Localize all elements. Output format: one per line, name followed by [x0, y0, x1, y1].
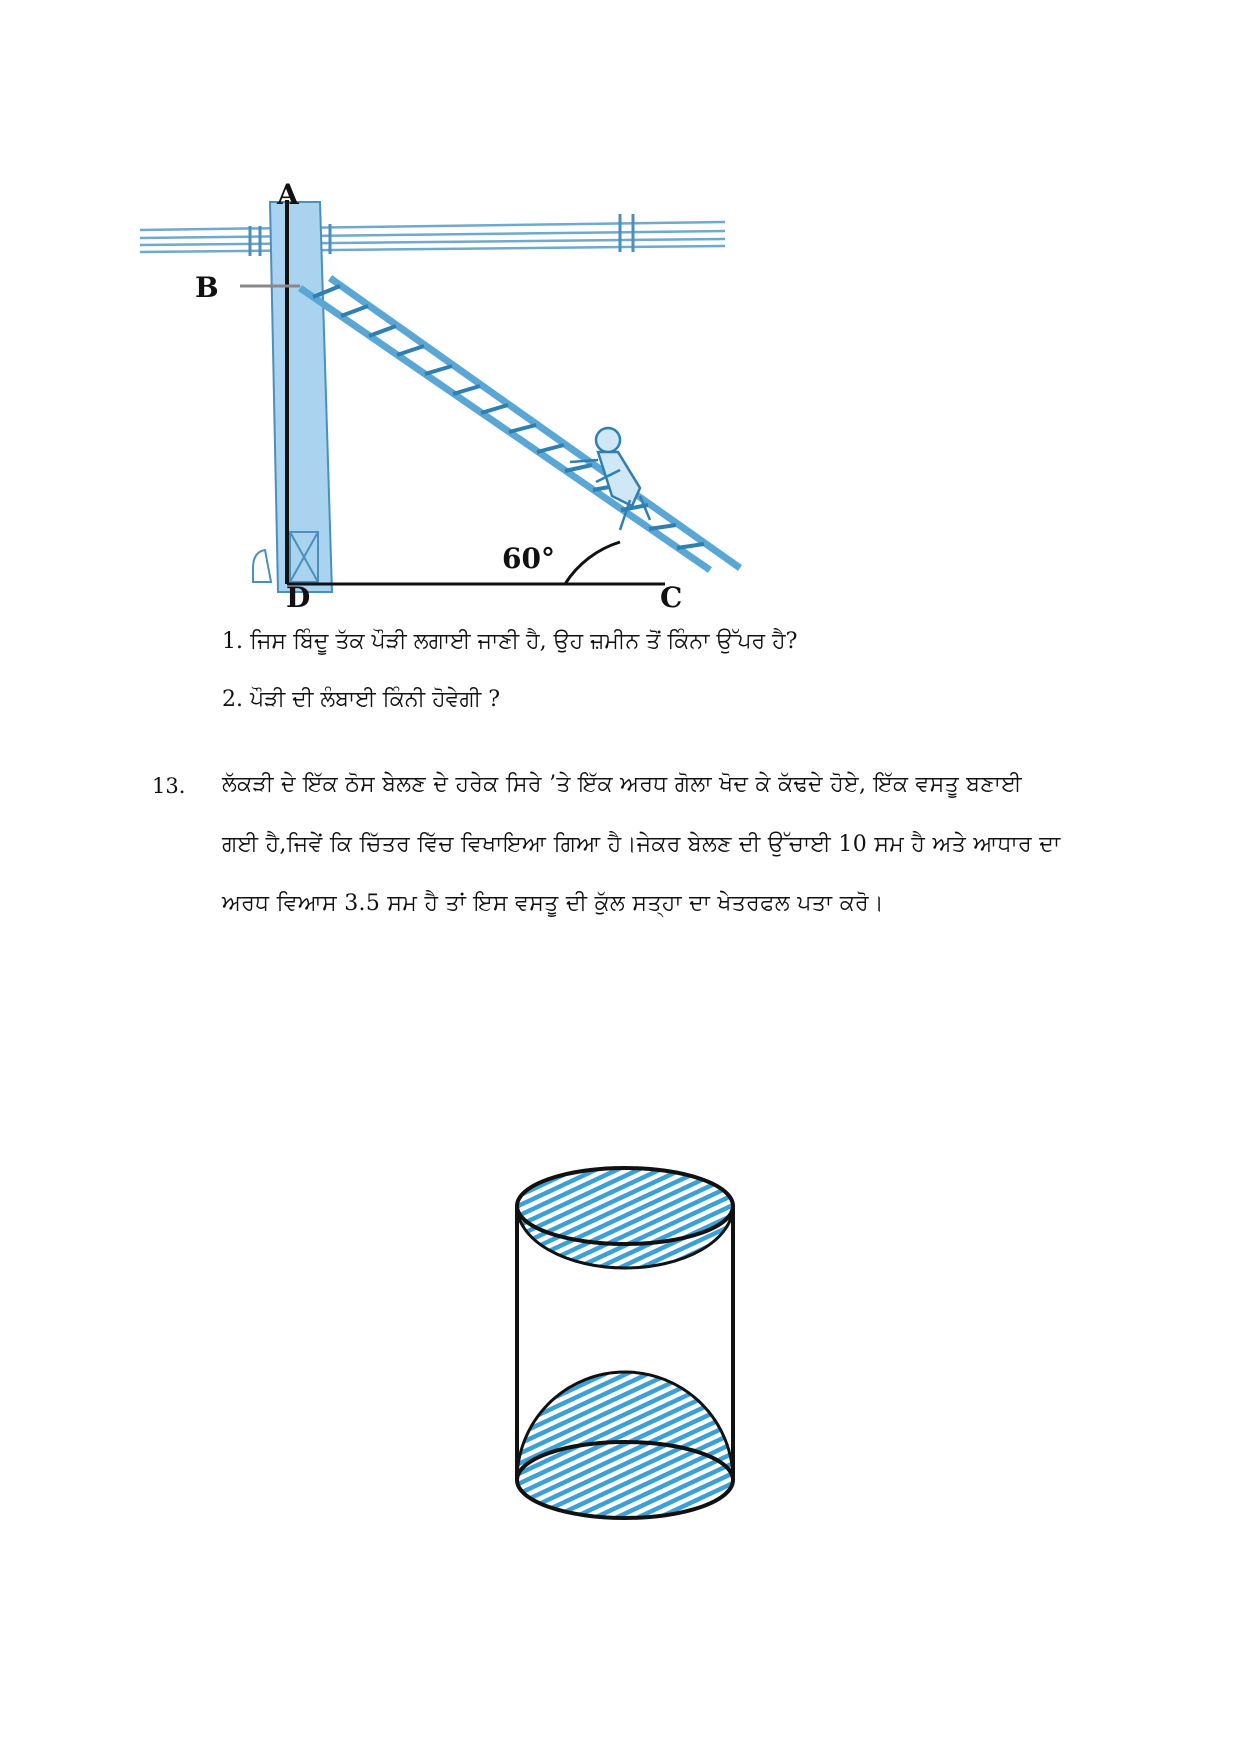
label-c: C: [660, 581, 683, 614]
label-a: A: [277, 178, 299, 211]
ladder-pole-figure: [150, 178, 830, 680]
top-face: [517, 1168, 733, 1244]
bottom-face: [517, 1442, 733, 1518]
question-12-part-1: 1. ਜਿਸ ਬਿੰਦੂ ਤੱਕ ਪੌੜੀ ਲਗਾਈ ਜਾਣੀ ਹੈ, ਉਹ ਜ਼ਮੀਨ ਤੋਂ ਕਿੰਨਾ ਉੱਪਰ ਹੈ?: [222, 629, 798, 654]
question-13-line-2: ਗਈ ਹੈ,ਜਿਵੇਂ ਕਿ ਚਿੱਤਰ ਵਿੱਚ ਵਿਖਾਇਆ ਗਿਆ ਹੈ।ਜੇਕਰ ਬੇਲਣ ਦੀ ਉੱਚਾਈ 10 ਸਮ ਹੈ ਅਤੇ ਆਧਾਰ ਦਾ: [222, 832, 1061, 857]
question-13-line-3: ਅਰਧ ਵਿਆਸ 3.5 ਸਮ ਹੈ ਤਾਂ ਇਸ ਵਸਤੂ ਦੀ ਕੁੱਲ ਸਤ੍ਹਾ ਦਾ ਖੇਤਰਫਲ ਪਤਾ ਕਰੋ।: [222, 891, 885, 916]
question-13-number: 13.: [152, 774, 186, 798]
ladder: [300, 278, 740, 570]
power-wires: [140, 222, 725, 252]
label-d: D: [286, 581, 311, 614]
electric-pole: [270, 202, 332, 592]
angle-label: 60°: [502, 542, 555, 575]
question-12-part-2: 2. ਪੌੜੀ ਦੀ ਲੰਬਾਈ ਕਿੰਨੀ ਹੋਵੇਗੀ ?: [222, 687, 501, 712]
label-b: B: [195, 271, 219, 304]
question-13-line-1: ਲੱਕੜੀ ਦੇ ਇੱਕ ਠੋਸ ਬੇਲਣ ਦੇ ਹਰੇਕ ਸਿਰੇ ’ਤੇ ਇੱਕ ਅਰਧ ਗੋਲਾ ਖੋਦ ਕੇ ਕੱਢਦੇ ਹੋਏ, ਇੱਕ ਵਸਤੂ ਬਣਾਈ: [222, 772, 1022, 797]
angle-arc: [565, 542, 620, 584]
hollowed-cylinder-figure: [505, 1150, 745, 1565]
